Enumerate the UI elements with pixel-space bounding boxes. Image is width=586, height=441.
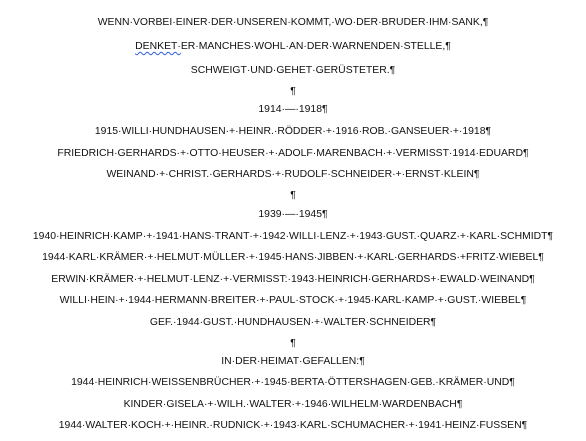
- text-line-7: FRIEDRICH·GERHARDS·+·OTTO·HEUSER·+·ADOLF·MARENBACH·+·VERMISST·1914·EDUARD¶: [57, 148, 529, 159]
- text-line-6: 1915·WILLI·HUNDHAUSEN·+·HEINR.·RÖDDER·+·1916·ROB.·GANSEUER·+·1918¶: [94, 126, 492, 137]
- paragraph-mark-2: ¶: [290, 190, 296, 201]
- text-line-13: ERWIN·KRÄMER·+·HELMUT·LENZ·+·VERMISST:·1943·HEINRICH·GERHARDS+·EWALD·WEINAND¶: [51, 274, 535, 285]
- text-line-20: 1944·WALTER·KOCH·+·HEINR.·RUDNICK·+·1943·KARL·SCHUMACHER·+·1941·HEINZ·FUSSEN¶: [58, 420, 528, 431]
- text-line-8: WEINAND·+·CHRIST.·GERHARDS·+·RUDOLF·SCHNEIDER·+·ERNST·KLEIN¶: [106, 169, 480, 180]
- text-line-2: [0, 40, 586, 54]
- text-line-18: 1944·HEINRICH·WEISSENBRÜCHER·+·1945·BERTA·ÖTTERSHAGEN·GEB.·KRÄMER·UND¶: [71, 377, 515, 388]
- text-line-2-rest: ER·MANCHES·WOHL·AN·DER·WARNENDEN·STELLE,¶: [180, 41, 451, 52]
- section-heading-heimat: IN·DER·HEIMAT·GEFALLEN:¶: [221, 356, 365, 367]
- section-heading-1939-1945: 1939·—·1945¶: [258, 209, 328, 220]
- text-line-12: 1944·KARL·KRÄMER·+·HELMUT·MÜLLER·+·1945·HANS·JIBBEN·+·KARL·GERHARDS·+FRITZ·WIEBEL¶: [42, 252, 544, 263]
- section-heading-1914-1918: 1914·—·1918¶: [258, 104, 328, 115]
- text-line-14: WILLI·HEIN·+·1944·HERMANN·BREITER·+·PAUL·STOCK·+·1945·KARL·KAMP·+·GUST.·WIEBEL¶: [59, 295, 527, 306]
- text-line-1: WENN·VORBEI·EINER·DER·UNSEREN·KOMMT,·WO·DER·BRUDER·IHM·SANK,¶: [97, 17, 489, 28]
- paragraph-mark-1: ¶: [290, 86, 296, 97]
- paragraph-mark-3: ¶: [290, 338, 296, 349]
- text-line-15: GEF.·1944·GUST.·HUNDHAUSEN·+·WALTER·SCHNEIDER¶: [149, 317, 437, 328]
- text-line-19: KINDER·GISELA·+·WILH.·WALTER·+·1946·WILHELM·WARDENBACH¶: [123, 399, 463, 410]
- text-line-3: SCHWEIGT·UND·GEHET·GERÜSTETER.¶: [190, 65, 396, 76]
- spellcheck-flagged-word[interactable]: DENKET·: [135, 41, 181, 52]
- text-line-11: 1940·HEINRICH·KAMP·+·1941·HANS·TRANT·+·1942·WILLI·LENZ·+·1943·GUST.·QUARZ·+·KARL·SCHMIDT¶: [32, 231, 554, 242]
